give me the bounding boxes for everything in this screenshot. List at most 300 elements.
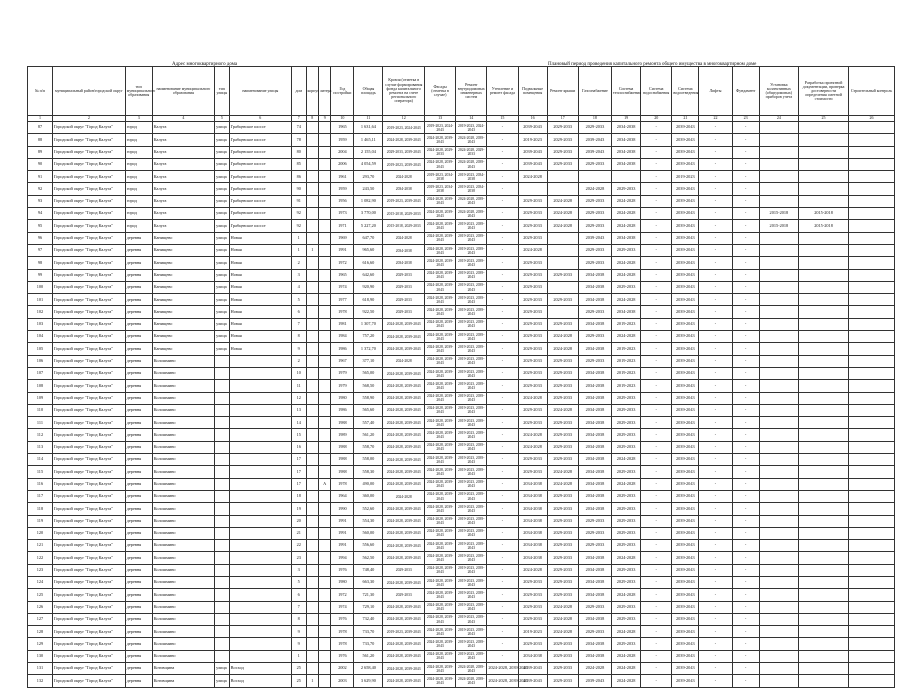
cell-tip: деревня xyxy=(125,527,152,539)
cell-pl: 920,90 xyxy=(354,281,383,293)
cell-k xyxy=(306,490,318,502)
table-row xyxy=(28,490,895,502)
cell-tu xyxy=(215,540,230,552)
cell-c14: 2019-2023, 2039-2043 xyxy=(456,454,487,466)
cell-c19: 2024-2028 xyxy=(612,650,641,662)
cell-pl: 293,70 xyxy=(354,171,383,183)
cell-mo: Колошмино xyxy=(152,527,214,539)
cell-c21: 2039-2043 xyxy=(672,638,699,650)
cell-n: 94 xyxy=(28,208,53,220)
cell-c17: 2029-2033 xyxy=(547,540,578,552)
cell-c12: 2024-2028, 2039-2043 xyxy=(383,613,425,625)
cell-tu: улица xyxy=(215,146,230,158)
cell-empty xyxy=(849,244,895,256)
cell-c18: 2029-2033 xyxy=(578,122,611,134)
cell-c12: 2019-2023, 2024-2043 xyxy=(383,122,425,134)
cell-pl: 377,10 xyxy=(354,355,383,367)
cell-l xyxy=(319,417,331,429)
cell-ul xyxy=(229,589,291,601)
cell-c22: - xyxy=(699,331,732,343)
cell-c13: 2024-2028, 2039-2043 xyxy=(425,527,456,539)
cell-c21: 2039-2043 xyxy=(672,601,699,613)
cell-c13: 2024-2028, 2039-2043 xyxy=(425,195,456,207)
cell-tu xyxy=(215,466,230,478)
cell-pl: 757,20 xyxy=(354,331,383,343)
cell-c20: - xyxy=(641,601,672,613)
cell-c22: - xyxy=(699,576,732,588)
cell-c17: 2029-2033 xyxy=(547,146,578,158)
cell-c24 xyxy=(759,281,799,293)
cell-c21: 2039-2043 xyxy=(672,392,699,404)
cell-god: 1979 xyxy=(331,367,354,379)
cell-c13: 2024-2028, 2039-2043 xyxy=(425,540,456,552)
cell-c21: 2039-2043 xyxy=(672,281,699,293)
cell-ul: Грабцевское шоссе xyxy=(229,158,291,170)
cell-k xyxy=(306,281,318,293)
cell-c23: - xyxy=(732,134,759,146)
cell-tu: улица xyxy=(215,208,230,220)
cell-empty xyxy=(849,589,895,601)
cell-c25 xyxy=(799,404,849,416)
cell-d: 5 xyxy=(291,294,306,306)
cell-c16: 2029-2033 xyxy=(518,306,547,318)
cell-c23: - xyxy=(732,589,759,601)
table-row xyxy=(28,429,895,441)
cell-c16: 2029-2033 xyxy=(518,331,547,343)
cell-c23: - xyxy=(732,355,759,367)
table-row xyxy=(28,367,895,379)
cell-c18: 2034-2038 xyxy=(578,441,611,453)
cell-god: 1991 xyxy=(331,540,354,552)
column-header: Утепление и ремонт фасада xyxy=(487,67,518,116)
cell-empty xyxy=(849,367,895,379)
cell-c17: 2024-2028 xyxy=(547,613,578,625)
cell-c19: 2024-2028 xyxy=(612,675,641,687)
cell-empty xyxy=(849,626,895,638)
column-header: Разработка проектной документации, проверка достоверности определения сметной стоимости xyxy=(799,67,849,116)
cell-c17: 2029-2033 xyxy=(547,417,578,429)
cell-tu xyxy=(215,441,230,453)
cell-c13: 2024-2028, 2039-2043 xyxy=(425,318,456,330)
cell-c24: 2015-2018 xyxy=(759,220,799,232)
cell-c24 xyxy=(759,195,799,207)
cell-k xyxy=(306,220,318,232)
cell-c15: - xyxy=(487,540,518,552)
cell-mo: Колошмино xyxy=(152,355,214,367)
cell-c20: - xyxy=(641,294,672,306)
cell-god: 1961 xyxy=(331,171,354,183)
cell-empty xyxy=(849,232,895,244)
cell-c13: 2024-2028, 2039-2043 xyxy=(425,650,456,662)
cell-n: 96 xyxy=(28,232,53,244)
cell-c20: - xyxy=(641,171,672,183)
cell-empty xyxy=(849,158,895,170)
cell-c19: 2029-2033 xyxy=(612,490,641,502)
cell-c17: 2024-2028 xyxy=(547,626,578,638)
table-row xyxy=(28,650,895,662)
cell-c16: 2024-2028 xyxy=(518,171,547,183)
cell-c18: 2034-2038 xyxy=(578,367,611,379)
cell-c18: 2029-2033 xyxy=(578,527,611,539)
cell-tip: деревня xyxy=(125,626,152,638)
cell-c13: 2024-2028, 2039-2043 xyxy=(425,232,456,244)
table-row xyxy=(28,171,895,183)
cell-d: 18 xyxy=(291,490,306,502)
cell-c13: 2024-2028, 2039-2043 xyxy=(425,343,456,355)
cell-ul xyxy=(229,638,291,650)
table-row xyxy=(28,441,895,453)
cell-c16: 2029-2033 xyxy=(518,404,547,416)
cell-n: 95 xyxy=(28,220,53,232)
cell-empty xyxy=(849,195,895,207)
cell-c19: 2034-2038 xyxy=(612,122,641,134)
cell-c15: - xyxy=(487,134,518,146)
cell-pl: 732,40 xyxy=(354,613,383,625)
cell-c20: - xyxy=(641,589,672,601)
cell-c13: 2024-2028, 2039-2043 xyxy=(425,441,456,453)
cell-c17: 2029-2033 xyxy=(547,429,578,441)
cell-c14: 2019-2023, 2039-2043 xyxy=(456,613,487,625)
cell-c12: 2024-2028, 2039-2043 xyxy=(383,663,425,675)
cell-d: 7 xyxy=(291,318,306,330)
cell-mo: Колошмино xyxy=(152,490,214,502)
cell-n: 110 xyxy=(28,404,53,416)
cell-k: 1 xyxy=(306,244,318,256)
cell-c13: 2019-2023, 2024-2043 xyxy=(425,122,456,134)
cell-tip: деревня xyxy=(125,589,152,601)
cell-mo: Канищево xyxy=(152,269,214,281)
cell-c19: 2029-2033 xyxy=(612,564,641,576)
cell-l xyxy=(319,158,331,170)
cell-c18: 2034-2038 xyxy=(578,466,611,478)
cell-c25 xyxy=(799,515,849,527)
cell-pl: 2 155,04 xyxy=(354,146,383,158)
cell-c12: 2024-2028, 2039-2043 xyxy=(383,650,425,662)
cell-ul: Восход xyxy=(229,675,291,687)
cell-n: 92 xyxy=(28,183,53,195)
cell-c23: - xyxy=(732,638,759,650)
cell-c25 xyxy=(799,158,849,170)
cell-c25 xyxy=(799,564,849,576)
column-number: 14 xyxy=(456,116,487,122)
cell-d: 16 xyxy=(291,441,306,453)
cell-mo: Колошмино xyxy=(152,552,214,564)
cell-okrug: Городской округ "Город Калуга" xyxy=(52,208,125,220)
cell-c19: 2034-2038 xyxy=(612,158,641,170)
cell-n: 107 xyxy=(28,367,53,379)
cell-pl: 5 227,20 xyxy=(354,220,383,232)
cell-l xyxy=(319,355,331,367)
table-row xyxy=(28,552,895,564)
cell-god: 1981 xyxy=(331,318,354,330)
cell-c19: 2029-2033 xyxy=(612,466,641,478)
cell-mo: Колошмино xyxy=(152,626,214,638)
cell-c12: 2024-2028, 2039-2043 xyxy=(383,134,425,146)
cell-tu xyxy=(215,392,230,404)
cell-c22: - xyxy=(699,552,732,564)
cell-c20: - xyxy=(641,404,672,416)
cell-c17: 2029-2033 xyxy=(547,318,578,330)
cell-k xyxy=(306,417,318,429)
cell-c15: - xyxy=(487,552,518,564)
cell-c14: 2019-2023, 2039-2043 xyxy=(456,392,487,404)
table-row xyxy=(28,478,895,490)
cell-c20: - xyxy=(641,195,672,207)
cell-l xyxy=(319,589,331,601)
cell-c19: 2019-2023 xyxy=(612,343,641,355)
cell-c19: 2034-2038 xyxy=(612,306,641,318)
cell-c21: 2039-2043 xyxy=(672,232,699,244)
cell-c12: 2024-2028, 2039-2043 xyxy=(383,343,425,355)
cell-c25 xyxy=(799,417,849,429)
cell-c13: 2024-2028, 2039-2043 xyxy=(425,503,456,515)
table-row xyxy=(28,404,895,416)
cell-c17: 2024-2028 xyxy=(547,601,578,613)
cell-pl: 554,30 xyxy=(354,515,383,527)
cell-c16: 2029-2033 xyxy=(518,454,547,466)
cell-c21: 2039-2043 xyxy=(672,466,699,478)
cell-c25 xyxy=(799,576,849,588)
cell-l xyxy=(319,122,331,134)
cell-ul xyxy=(229,515,291,527)
cell-c17: 2029-2033 xyxy=(547,527,578,539)
cell-d: 74 xyxy=(291,122,306,134)
cell-c18: 2034-2038 xyxy=(578,650,611,662)
cell-k xyxy=(306,454,318,466)
cell-okrug: Городской округ "Город Калуга" xyxy=(52,318,125,330)
cell-empty xyxy=(849,429,895,441)
cell-c14: 2019-2023, 2039-2043 xyxy=(456,404,487,416)
cell-d: 9 xyxy=(291,343,306,355)
cell-l xyxy=(319,626,331,638)
cell-mo: Канищево xyxy=(152,257,214,269)
cell-c13: 2024-2028, 2039-2043 xyxy=(425,355,456,367)
cell-c19: 2024-2028 xyxy=(612,269,641,281)
cell-c22: - xyxy=(699,122,732,134)
cell-c16: 2034-2038 xyxy=(518,503,547,515)
cell-empty xyxy=(849,380,895,392)
cell-c20: - xyxy=(641,269,672,281)
cell-c17: 2029-2033 xyxy=(547,134,578,146)
cell-okrug: Городской округ "Город Калуга" xyxy=(52,650,125,662)
cell-c21: 2039-2043 xyxy=(672,552,699,564)
cell-c20: - xyxy=(641,306,672,318)
cell-c21: 2039-2043 xyxy=(672,429,699,441)
cell-c16: 2029-2033 xyxy=(518,294,547,306)
cell-c24 xyxy=(759,306,799,318)
cell-c19 xyxy=(612,171,641,183)
cell-c13: 2024-2028, 2039-2043 xyxy=(425,281,456,293)
column-number: 16 xyxy=(518,116,547,122)
cell-mo: Колошмино xyxy=(152,515,214,527)
cell-d: 78 xyxy=(291,134,306,146)
cell-c23: - xyxy=(732,564,759,576)
cell-c22: - xyxy=(699,294,732,306)
cell-c16: 2024-2028 xyxy=(518,392,547,404)
cell-tu xyxy=(215,503,230,515)
cell-c22: - xyxy=(699,232,732,244)
cell-c24 xyxy=(759,564,799,576)
cell-tip: деревня xyxy=(125,601,152,613)
cell-d: 17 xyxy=(291,454,306,466)
cell-c24 xyxy=(759,466,799,478)
cell-empty xyxy=(849,490,895,502)
cell-c16: 2029-2033 xyxy=(518,601,547,613)
cell-c23: - xyxy=(732,663,759,675)
cell-tu: улица xyxy=(215,183,230,195)
cell-c16: 2034-2038 xyxy=(518,490,547,502)
cell-c14: 2019-2023, 2039-2043 xyxy=(456,232,487,244)
cell-c15: - xyxy=(487,232,518,244)
cell-mo: Колошмино xyxy=(152,613,214,625)
cell-d: 23 xyxy=(291,552,306,564)
cell-c17: 2024-2028 xyxy=(547,220,578,232)
cell-c20: - xyxy=(641,515,672,527)
cell-c20: - xyxy=(641,220,672,232)
cell-okrug: Городской округ "Город Калуга" xyxy=(52,244,125,256)
cell-c14: 2019-2023, 2039-2043 xyxy=(456,417,487,429)
cell-ul xyxy=(229,429,291,441)
cell-c19: 2024-2028 xyxy=(612,478,641,490)
cell-c14: 2024-2028, 2039-2043 xyxy=(456,134,487,146)
column-number: 15 xyxy=(487,116,518,122)
cell-c24 xyxy=(759,318,799,330)
cell-tip: деревня xyxy=(125,490,152,502)
cell-l xyxy=(319,650,331,662)
cell-c12: 2029-2033 xyxy=(383,269,425,281)
cell-d: 22 xyxy=(291,540,306,552)
column-number: 9 xyxy=(319,116,331,122)
cell-ul xyxy=(229,540,291,552)
cell-c25 xyxy=(799,663,849,675)
cell-c22: - xyxy=(699,195,732,207)
cell-tip: деревня xyxy=(125,663,152,675)
cell-c21: 2039-2043 xyxy=(672,122,699,134)
cell-c19: 2029-2033 xyxy=(612,515,641,527)
cell-c15: - xyxy=(487,589,518,601)
cell-tip: деревня xyxy=(125,466,152,478)
table-row xyxy=(28,417,895,429)
cell-mo: Калуга xyxy=(152,220,214,232)
cell-c20: - xyxy=(641,490,672,502)
cell-god: 1990 xyxy=(331,503,354,515)
cell-c13: 2024-2028, 2039-2043 xyxy=(425,331,456,343)
cell-c12: 2024-2028, 2039-2043 xyxy=(383,429,425,441)
cell-okrug: Городской округ "Город Калуга" xyxy=(52,626,125,638)
cell-k xyxy=(306,134,318,146)
cell-c16: 2024-2028 xyxy=(518,564,547,576)
cell-n: 101 xyxy=(28,294,53,306)
cell-okrug: Городской округ "Город Калуга" xyxy=(52,552,125,564)
cell-c15: - xyxy=(487,331,518,343)
cell-okrug: Городской округ "Город Калуга" xyxy=(52,490,125,502)
address-group-title: Адрес многоквартирного дома xyxy=(172,62,238,67)
cell-d: 14 xyxy=(291,417,306,429)
cell-k xyxy=(306,441,318,453)
cell-c17: 2024-2028 xyxy=(547,466,578,478)
cell-c25 xyxy=(799,195,849,207)
cell-c24 xyxy=(759,527,799,539)
cell-c23: - xyxy=(732,244,759,256)
cell-c12: 2024-2028, 2039-2043 xyxy=(383,318,425,330)
cell-k xyxy=(306,195,318,207)
cell-ul: Новая xyxy=(229,269,291,281)
cell-mo: Котовщина xyxy=(152,675,214,687)
cell-tu xyxy=(215,564,230,576)
cell-c17 xyxy=(547,244,578,256)
cell-c15: - xyxy=(487,257,518,269)
table-body xyxy=(28,122,895,688)
cell-ul: Восход xyxy=(229,663,291,675)
cell-c24 xyxy=(759,380,799,392)
cell-c22: - xyxy=(699,318,732,330)
cell-c16: 2019-2023 xyxy=(518,134,547,146)
cell-c23: - xyxy=(732,294,759,306)
cell-c24 xyxy=(759,650,799,662)
cell-c14: 2019-2023, 2039-2043 xyxy=(456,540,487,552)
cell-c22: - xyxy=(699,417,732,429)
cell-c16: 2029-2033 xyxy=(518,367,547,379)
cell-l xyxy=(319,490,331,502)
cell-c24 xyxy=(759,576,799,588)
cell-c13: 2024-2028, 2039-2043 xyxy=(425,576,456,588)
cell-c22: - xyxy=(699,527,732,539)
cell-c24 xyxy=(759,294,799,306)
cell-c18: 2029-2033 xyxy=(578,208,611,220)
cell-c25 xyxy=(799,171,849,183)
cell-pl: 490,00 xyxy=(354,478,383,490)
cell-c16: 2024-2028 xyxy=(518,429,547,441)
cell-tip: город xyxy=(125,171,152,183)
cell-k xyxy=(306,269,318,281)
cell-pl: 729,10 xyxy=(354,601,383,613)
cell-c20: - xyxy=(641,134,672,146)
cell-c25 xyxy=(799,331,849,343)
cell-empty xyxy=(849,503,895,515)
cell-c13: 2024-2028, 2039-2043 xyxy=(425,244,456,256)
cell-c22: - xyxy=(699,466,732,478)
cell-mo: Калуга xyxy=(152,134,214,146)
cell-pl: 558,00 xyxy=(354,454,383,466)
cell-c18: 2024-2028 xyxy=(578,183,611,195)
cell-c16: 2034-2038 xyxy=(518,527,547,539)
cell-c12: 2024-2028 xyxy=(383,355,425,367)
cell-c15: - xyxy=(487,183,518,195)
cell-l xyxy=(319,294,331,306)
cell-c16: 2029-2033 xyxy=(518,195,547,207)
cell-k xyxy=(306,232,318,244)
cell-c18: 2029-2033 xyxy=(578,220,611,232)
cell-c23: - xyxy=(732,515,759,527)
cell-tip: деревня xyxy=(125,564,152,576)
cell-n: 127 xyxy=(28,613,53,625)
cell-c18: 2029-2033 xyxy=(578,306,611,318)
cell-c15: - xyxy=(487,208,518,220)
cell-c12: 2034-2038 xyxy=(383,244,425,256)
cell-c15: - xyxy=(487,564,518,576)
cell-tip: деревня xyxy=(125,294,152,306)
cell-c12: 2029-2033 xyxy=(383,589,425,601)
cell-c15: - xyxy=(487,367,518,379)
cell-k xyxy=(306,564,318,576)
cell-pl: 965,60 xyxy=(354,244,383,256)
cell-c17: 2029-2033 xyxy=(547,441,578,453)
cell-c22: - xyxy=(699,171,732,183)
cell-c14: 2019-2023, 2039-2043 xyxy=(456,626,487,638)
cell-ul xyxy=(229,417,291,429)
cell-tip: деревня xyxy=(125,318,152,330)
cell-okrug: Городской округ "Город Калуга" xyxy=(52,429,125,441)
